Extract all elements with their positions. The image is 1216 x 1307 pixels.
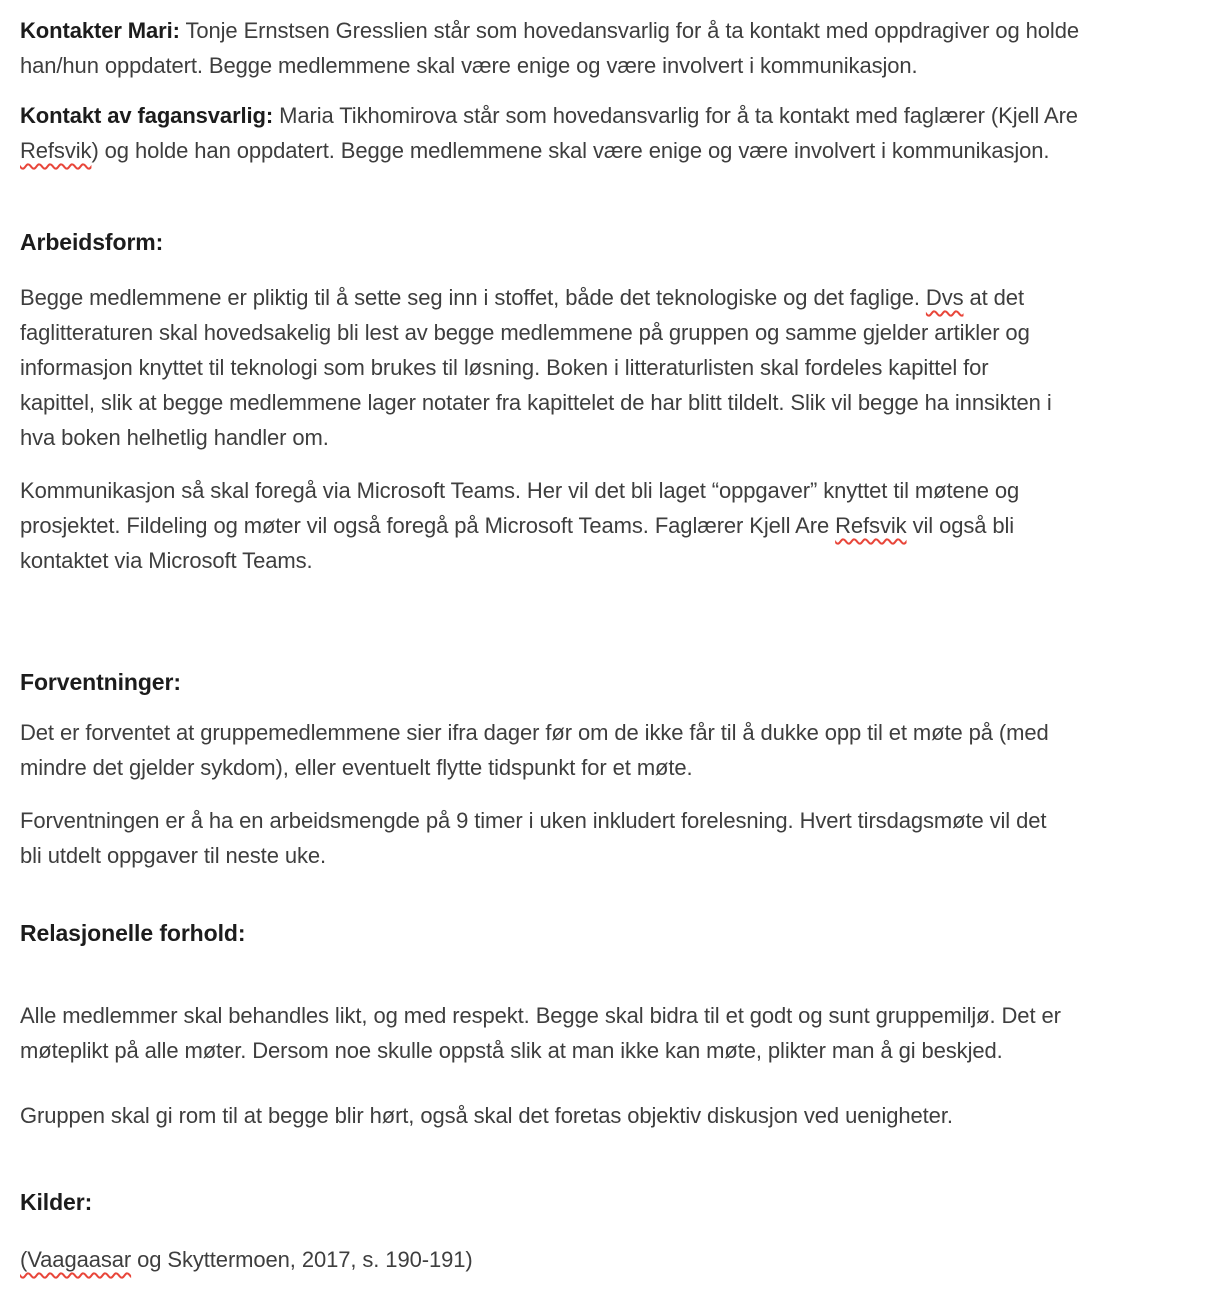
paragraph-kontakter-mari [20, 13, 1196, 83]
text-line [20, 750, 1196, 785]
body-text: Det er forventet at gruppemedlemmene sier ifra dager før om de ikke får til å dukke opp til et møte på (med [20, 720, 1049, 745]
body-text: mindre det gjelder sykdom), eller eventuelt flytte tidspunkt for et møte. [20, 755, 693, 780]
paragraph-lead-bold: Kontakter Mari: [20, 18, 180, 43]
text-line [20, 508, 1196, 543]
text-line [20, 350, 1196, 385]
body-text: Kommunikasjon så skal foregå via Microsoft Teams. Her vil det bli laget “oppgaver” knyttet til møtene og [20, 478, 1020, 503]
text-line [20, 1242, 1196, 1277]
text-line [20, 280, 1196, 315]
body-text: Gruppen skal gi rom til at begge blir hørt, også skal det foretas objektiv diskusjon ved uenigheter. [20, 1103, 953, 1128]
section-heading-kilder: Kilder: [20, 1189, 93, 1215]
paragraph-relasjonelle-2 [20, 1098, 1196, 1133]
text-line [20, 98, 1196, 133]
body-text: kapittel, slik at begge medlemmene lager notater fra kapittelet de har blitt tildelt. Slik vil begge ha innsikten i [20, 390, 1052, 415]
body-text: kontaktet via Microsoft Teams. [20, 548, 313, 573]
text-line [20, 385, 1196, 420]
paragraph-kontakt-fagansvarlig [20, 98, 1196, 168]
paragraph-arbeidsform-2 [20, 473, 1196, 578]
text-line [20, 473, 1196, 508]
body-text: møteplikt på alle møter. Dersom noe skulle oppstå slik at man ikke kan møte, plikter man å gi beskjed. [20, 1038, 1003, 1063]
text-line [20, 838, 1196, 873]
text-line [20, 998, 1196, 1033]
body-text: han/hun oppdatert. Begge medlemmene skal være enige og være involvert i kommunikasjon. [20, 53, 918, 78]
misspelled-word: Dvs [925, 285, 964, 310]
body-text: Begge medlemmene er pliktig til å sette seg inn i stoffet, både det teknologiske og det faglige. [20, 285, 926, 310]
text-line [20, 1098, 1196, 1133]
body-text: Alle medlemmer skal behandles likt, og med respekt. Begge skal bidra til et godt og sunt gruppemiljø. Det er [20, 1003, 1061, 1028]
misspelled-word: (Vaagaasar [20, 1247, 132, 1272]
section-heading-arbeidsform: Arbeidsform: [20, 229, 164, 255]
paragraph-lead-bold: Kontakt av fagansvarlig: [20, 103, 274, 128]
body-text: bli utdelt oppgaver til neste uke. [20, 843, 327, 868]
paragraph-kilder-citation [20, 1242, 1196, 1277]
text-line [20, 1033, 1196, 1068]
text-line [20, 48, 1196, 83]
text-line [20, 13, 1196, 48]
misspelled-word: Refsvik [835, 513, 907, 538]
text-line [20, 133, 1196, 168]
paragraph-forventninger-2 [20, 803, 1196, 873]
body-text: og Skyttermoen, 2017, s. 190-191) [131, 1247, 473, 1272]
misspelled-word: Refsvik [20, 138, 92, 163]
body-text: prosjektet. Fildeling og møter vil også foregå på Microsoft Teams. Faglærer Kjell Are [20, 513, 836, 538]
body-text: faglitteraturen skal hovedsakelig bli lest av begge medlemmene på gruppen og samme gjelder artikler og [20, 320, 1030, 345]
section-heading-forventninger: Forventninger: [20, 669, 181, 695]
text-line [20, 803, 1196, 838]
text-line [20, 315, 1196, 350]
body-text: informasjon knyttet til teknologi som brukes til løsning. Boken i litteraturlisten skal fordeles kapittel for [20, 355, 989, 380]
body-text: hva boken helhetlig handler om. [20, 425, 329, 450]
paragraph-arbeidsform-1 [20, 280, 1196, 455]
body-text: Maria Tikhomirova står som hovedansvarlig for å ta kontakt med faglærer (Kjell Are [273, 103, 1078, 128]
body-text: vil også bli [906, 513, 1015, 538]
body-text: at det [963, 285, 1024, 310]
body-text: Forventningen er å ha en arbeidsmengde på 9 timer i uken inkludert forelesning. Hvert tirsdagsmøte vil det [20, 808, 1047, 833]
text-line [20, 420, 1196, 455]
text-line [20, 543, 1196, 578]
section-heading-relasjonelle-forhold: Relasjonelle forhold: [20, 920, 246, 946]
body-text: Tonje Ernstsen Gresslien står som hovedansvarlig for å ta kontakt med oppdragiver og holde [179, 18, 1079, 43]
paragraph-forventninger-1 [20, 715, 1196, 785]
text-line [20, 715, 1196, 750]
body-text: ) og holde han oppdatert. Begge medlemmene skal være enige og være involvert i kommunikasjon. [91, 138, 1050, 163]
paragraph-relasjonelle-1 [20, 998, 1196, 1068]
